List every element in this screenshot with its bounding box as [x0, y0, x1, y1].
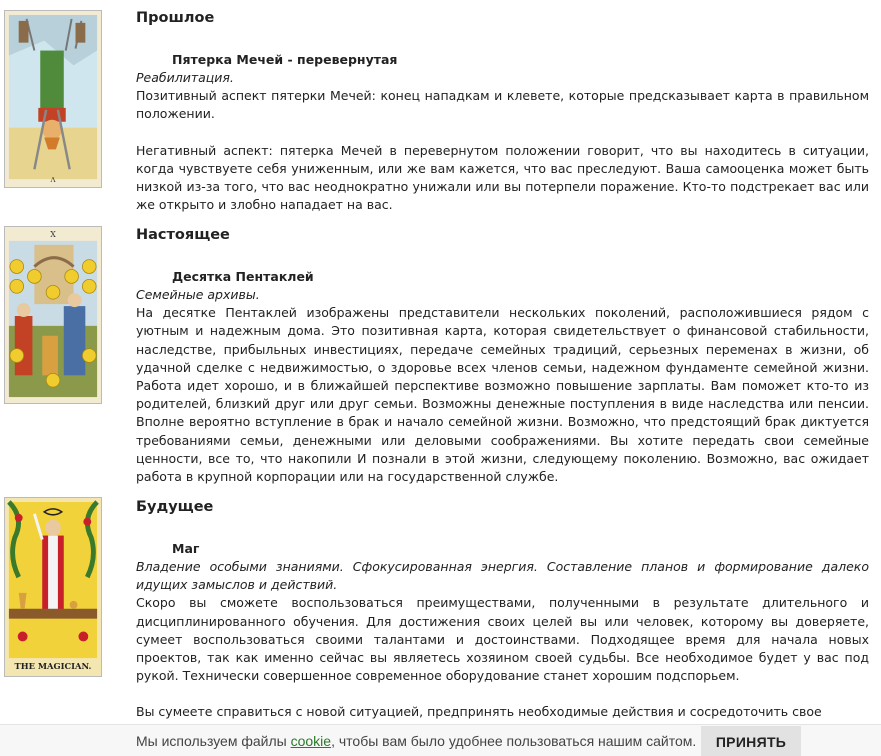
ten-of-pentacles-illustration — [5, 227, 101, 403]
paragraph: На десятке Пентаклей изображены представители нескольких поколений, расположившиеся рядом с уютным и надежным дома. Это позитивная карта, которая свидетельствует о финансовой стабильности, наследстве, прибыльных инвестициях, передаче семейных традиций, серьезных переменах в жизни, об удачной сделке с недвижимостью, о здоровье всех членов семьи, надежном фундаменте семейной жизни. Работа идет хорошо, и в ближайшей перспективе возможно повышение зарплаты. Вам поможет кто-то из родителей, близкий друг или друг семьи. Возможны денежные поступления в виде наследства или пенсии. Вполне вероятно вступление в брак и начало семейной жизни. Возможно, что предстоящий брак диктуется требованиями семьи, денежными или деловыми соображениями. Вы хотите передать свои семейные ценности, все то, что накопили И познали в этой жизни, следующему поколению. Возможно, вас ожидает работа в крупной корпорации или на государственной службе. — [136, 305, 869, 485]
accept-cookies-button[interactable]: ПРИНЯТЬ — [701, 726, 801, 756]
card-image-the-magician — [4, 497, 102, 677]
card1-numeral: V — [50, 175, 56, 184]
section-heading: Прошлое — [136, 10, 215, 26]
card-image-ten-of-pentacles — [4, 226, 102, 404]
section-heading: Настоящее — [136, 227, 230, 243]
card3-caption: THE MAGICIAN. — [14, 661, 92, 672]
the-magician-illustration — [5, 498, 101, 676]
paragraph: Скоро вы сможете воспользоваться преимуществами, полученными в результате длительного и дисциплинированного обучения. Для достижения своих целей вы или человек, которому вы доверяете, сумеет воспользоваться своими талантами и достоинствами. Подходящее время для начала новых проектов, так как именно сейчас вы являетесь хозяином своей судьбы. Все необходимое будет у вас под рукой. Технически совершенное современное оборудование станет хорошим подспорьем. — [136, 595, 869, 684]
card-image-five-of-swords — [4, 10, 102, 188]
paragraph: Негативный аспект: пятерка Мечей в перевернутом положении говорит, что вы находитесь в ситуации, когда чувствуете себя униженным, или же вам кажется, что вас преследуют. Ваша самооценка может быть низкой из-за того, что вас неоднократно унижали или вы потерпели поражение. Кто-то подстрекает вас или же открыто и злобно нападает на вас. — [136, 142, 869, 213]
paragraph-spacer — [136, 124, 869, 142]
cookie-consent-bar — [0, 724, 881, 756]
five-of-swords-illustration — [5, 11, 101, 187]
card-subtitle: Семейные архивы. — [136, 287, 260, 302]
card2-numeral: X — [50, 229, 56, 239]
card-name: Маг — [172, 541, 200, 556]
card-name: Пятерка Мечей - перевернутая — [172, 52, 398, 67]
card-name: Десятка Пентаклей — [172, 269, 314, 284]
cookie-message — [136, 733, 696, 749]
cookie-policy-link[interactable]: cookie — [290, 733, 332, 749]
paragraph: Позитивный аспект пятерки Мечей: конец нападкам и клевете, которые предсказывает карта в правильном положении. — [136, 88, 869, 122]
card-subtitle: Реабилитация. — [136, 70, 234, 85]
section-past — [136, 8, 869, 214]
section-future — [136, 497, 869, 722]
cookie-text-before: Мы используем файлы — [136, 733, 291, 749]
section-present — [136, 225, 869, 486]
cookie-text-after: , чтобы вам было удобнее пользоваться нашим сайтом. — [331, 733, 697, 749]
section-heading: Будущее — [136, 499, 214, 515]
card-subtitle: Владение особыми знаниями. Сфокусированная энергия. Составление планов и формирование далеко идущих замыслов и действий. — [136, 559, 869, 593]
paragraph-spacer — [136, 685, 869, 703]
paragraph: Вы сумеете справиться с новой ситуацией, предпринять необходимые действия и сосредоточить свое — [136, 704, 822, 720]
